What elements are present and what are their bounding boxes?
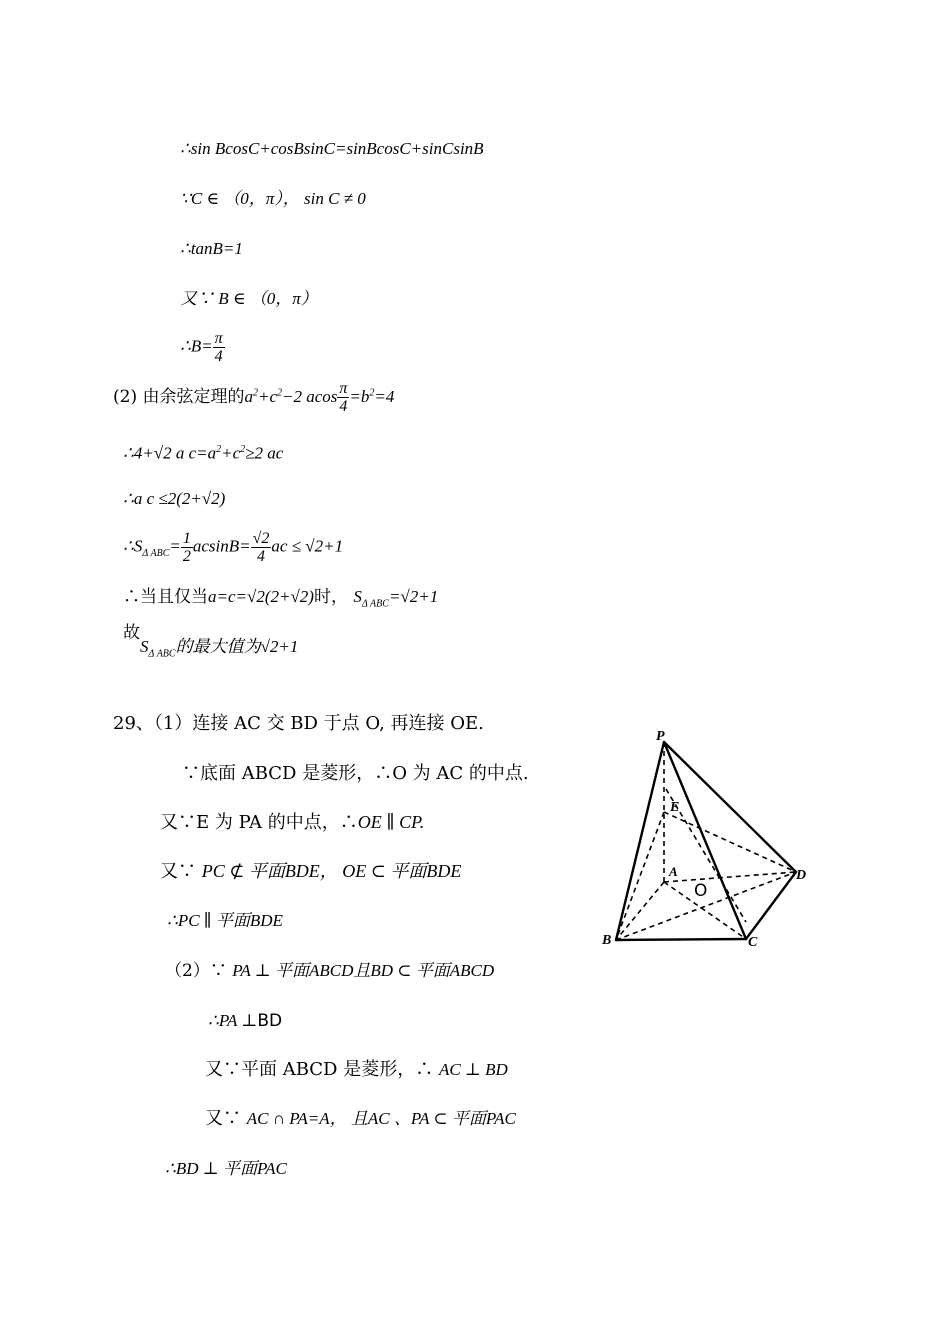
label-c: C <box>748 935 758 950</box>
step-b-value <box>180 330 225 365</box>
part2-q29-prefix: （2）∵ <box>165 961 233 981</box>
part2-area-bound <box>123 530 343 565</box>
b-value-prefix: ∴B= <box>180 336 213 356</box>
label-a: A <box>669 864 678 879</box>
eqcase-value: =√2+1 <box>388 587 439 606</box>
label-e: E <box>670 800 680 815</box>
area-end: ac ≤ √2+1 <box>271 536 344 556</box>
edge-ad <box>664 872 796 882</box>
part2-inequality: ∴4+√2 a $c=a^2+c^2\ge 2$ ac <box>123 443 284 463</box>
step-b-range: 又∵ B ∈ （0，π） <box>180 289 318 308</box>
part2-conclusion <box>123 623 299 660</box>
q29-part2-step2 <box>208 1010 282 1032</box>
step-sum-formula: ∴sin BcosC+cosBsinC=sinBcosC+sinCsinB <box>180 139 484 158</box>
step-tanb: ∴tanB=1 <box>180 239 243 258</box>
step4-relation: PC ⊄ 平面BDE， OE ⊂ 平面BDE <box>201 861 462 881</box>
q29-part2-step1 <box>165 960 494 982</box>
eq1-frac-num: π <box>339 380 348 397</box>
area-mid: acsinB= <box>192 536 251 556</box>
eqcase-expr: a=c=√2(2+√2) <box>208 587 314 606</box>
label-b: B <box>602 933 612 948</box>
area-sub: Δ ABC <box>142 547 170 559</box>
q29-part2-conclusion: ∴BD ⊥ 平面PAC <box>165 1159 287 1178</box>
pa-perp: ∴PA ⊥ <box>208 1011 258 1030</box>
part2-heading: (2) 由余弦定理的 <box>113 387 245 407</box>
edge-pd <box>664 742 796 872</box>
b-frac-den: 4 <box>214 348 223 365</box>
eq1-b: +c <box>257 387 278 406</box>
q29-step5: ∴PC ∥ 平面BDE <box>167 911 283 930</box>
eq1-f: =4 <box>374 387 395 406</box>
part2-ac-bound: ∴a c ≤2(2+√2) <box>123 489 226 508</box>
area-frac2-num: √2 <box>252 530 270 547</box>
ac-perp-bd: AC ⊥ BD <box>438 1060 508 1079</box>
ineq-a: ∴4+√2 a c=a <box>123 443 217 463</box>
q29-step4 <box>160 860 461 883</box>
part2-cosine-law: (2) 由余弦定理的$a^2+c^2-2$ acos $\frac{\pi}{4}$ $=b^2=4$ <box>113 380 395 415</box>
seg-ed <box>664 812 796 872</box>
eqcase-s: S <box>353 587 362 606</box>
seg-eb <box>616 812 664 940</box>
step-c-range: ∵C ∈ （0，π）， sin C ≠ 0 <box>180 189 366 208</box>
q29-part2-step3 <box>205 1059 508 1081</box>
conclusion-prefix: 故 <box>123 623 140 643</box>
ineq-c: ≥2 ac <box>245 443 284 463</box>
intersect-prefix: 又∵ <box>205 1108 247 1129</box>
area-frac1-den: 2 <box>182 548 191 565</box>
label-o: O <box>694 881 708 901</box>
label-d: D <box>796 868 807 883</box>
eqcase-sub: Δ ABC <box>361 598 389 610</box>
conclusion-s: S <box>140 637 149 656</box>
pyramid-figure <box>596 724 816 956</box>
area-frac2-den: 4 <box>257 548 266 565</box>
eqcase-prefix: ∴当且仅当 <box>123 587 208 607</box>
eqcase-when: 时， <box>313 587 348 607</box>
area-s: ∴S <box>123 536 143 556</box>
edge-pc <box>664 742 746 939</box>
b-frac-num: π <box>214 330 223 347</box>
intersect-relation: AC ∩ PA=A， 且AC 、PA ⊂ 平面PAC <box>246 1109 516 1128</box>
ineq-b: +c <box>221 443 241 463</box>
step3-prefix: 又∵E 为 PA 的中点，∴ <box>160 812 358 833</box>
conclusion-sub: Δ ABC <box>148 648 176 660</box>
eq1-c: −2 acos <box>282 387 338 406</box>
q29-step1: 29、（1）连接 AC 交 BD 于点 O, 再连接 OE. <box>113 713 484 734</box>
q29-step2: ∵底面 ABCD 是菱形，∴O 为 AC 的中点. <box>182 763 529 784</box>
eq1-e: =b <box>349 387 370 406</box>
eq1-a: a <box>244 387 253 406</box>
part2-equality-case <box>123 586 438 615</box>
area-eq: = <box>169 536 181 556</box>
pa-perp-bd: BD <box>257 1011 283 1031</box>
q29-part2-step4 <box>205 1108 516 1130</box>
conclusion-text: 的最大值为√2+1 <box>175 637 299 656</box>
step4-prefix: 又∵ <box>160 861 202 882</box>
rhombus-prefix: 又∵平面 ABCD 是菱形，∴ <box>205 1059 439 1080</box>
q29-step3 <box>160 811 424 834</box>
edge-bc <box>616 939 746 940</box>
part2-q29-relation: PA ⊥ 平面ABCD且BD ⊂ 平面ABCD <box>232 961 495 980</box>
eq1-frac-den: 4 <box>339 398 348 415</box>
step3-parallel: OE ∥ CP. <box>357 812 425 832</box>
label-p: P <box>656 729 665 744</box>
area-frac1-num: 1 <box>182 530 191 547</box>
